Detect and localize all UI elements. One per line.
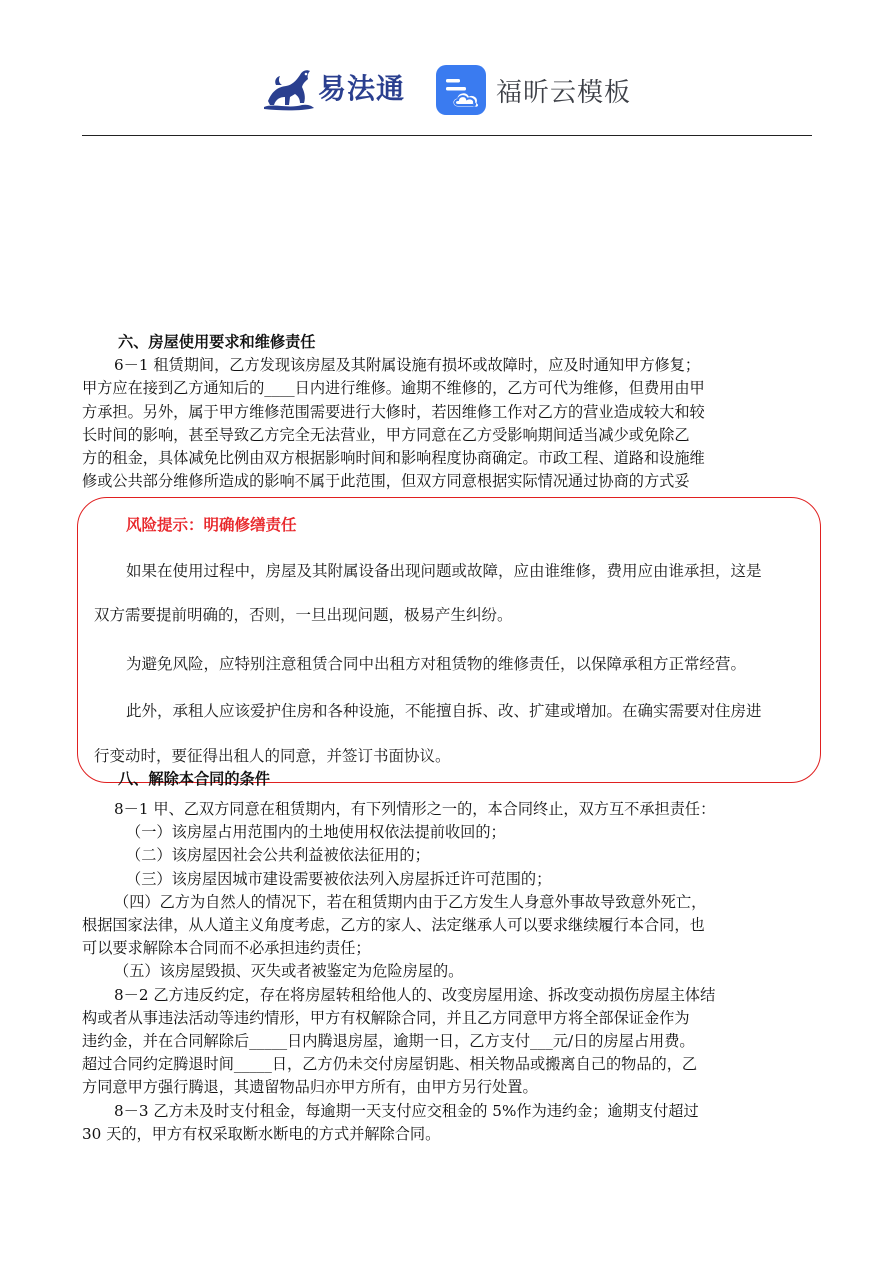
header-divider <box>82 135 812 136</box>
risk-tip-line: 此外，承租人应该爱护住房和各种设施，不能擅自拆、改、扩建或增加。在确实需要对住房进 <box>126 702 762 720</box>
section8-heading-partial <box>82 770 282 790</box>
section6-line: 修或公共部分维修所造成的影响不属于此范围，但双方同意根据实际情况通过协商的方式妥 <box>82 472 690 491</box>
section8-line: （二）该房屋因社会公共利益被依法征用的； <box>126 846 430 865</box>
fuxin-logo <box>436 65 631 115</box>
document-header <box>0 55 893 125</box>
section8-line: 8－2 乙方违反约定，存在将房屋转租给他人的、改变房屋用途、拆改变动损伤房屋主体结 <box>114 985 716 1004</box>
section8-heading: 八、解除本合同的条件 <box>118 770 270 788</box>
risk-tip-line: 为避免风险，应特别注意租赁合同中出租方对租赁物的维修责任，以保障承租方正常经营。 <box>126 655 747 673</box>
section8 <box>82 798 822 1146</box>
section8-line: 8－3 乙方未及时支付租金，每逾期一天支付应交租金的 5%作为违约金；逾期支付超过 <box>114 1101 699 1120</box>
section6-line: 6－1 租赁期间，乙方发现该房屋及其附属设施有损坏或故障时，应及时通知甲方修复； <box>114 356 701 375</box>
section8-line: （三）该房屋因城市建设需要被依法列入房屋拆迁许可范围的； <box>126 869 552 888</box>
logo2-name: 福昕云模板 <box>496 77 632 108</box>
section8-line: 30 天的，甲方有权采取断水断电的方式并解除合同。 <box>82 1124 441 1143</box>
risk-tip-box <box>77 497 821 783</box>
section8-line: 可以要求解除本合同而不必承担违约责任； <box>82 939 371 958</box>
qilin-emblem-icon <box>262 61 316 113</box>
section6-line: 方承担。另外，属于甲方维修范围需要进行大修时，若因维修工作对乙方的营业造成较大和较 <box>82 402 705 421</box>
section6-line: 甲方应在接到乙方通知后的____日内进行维修。逾期不维修的，乙方可代为维修，但费用由甲 <box>82 379 705 398</box>
section6-line: 方的租金，具体减免比例由双方根据影响时间和影响程度协商确定。市政工程、道路和设施维 <box>82 449 705 468</box>
section6-heading: 六、房屋使用要求和维修责任 <box>118 333 316 351</box>
section8-line: 根据国家法律，从人道主义角度考虑，乙方的家人、法定继承人可以要求继续履行本合同，也 <box>82 916 705 935</box>
section6 <box>82 331 822 493</box>
section8-line: 违约金，并在合同解除后_____日内腾退房屋，逾期一日，乙方支付___元/日的房屋占用费。 <box>82 1032 695 1051</box>
section6-line: 长时间的影响，甚至导致乙方完全无法营业，甲方同意在乙方受影响期间适当减少或免除乙 <box>82 425 690 444</box>
section8-line: （五）该房屋毁损、灭失或者被鉴定为危险房屋的。 <box>114 962 464 981</box>
section8-line: 方同意甲方强行腾退，其遗留物品归亦甲方所有，由甲方另行处置。 <box>82 1078 538 1097</box>
risk-tip-line: 如果在使用过程中，房屋及其附属设备出现问题或故障，应由谁维修，费用应由谁承担，这是 <box>126 562 762 580</box>
cloud-document-icon <box>436 65 486 115</box>
logo1-name: 易法通 <box>318 72 406 105</box>
risk-tip-title: 风险提示：明确修缮责任 <box>126 516 297 534</box>
risk-tip-line: 行变动时，要征得出租人的同意，并签订书面协议。 <box>94 747 451 765</box>
yifatong-logo <box>262 61 405 113</box>
risk-tip-line: 双方需要提前明确的，否则，一旦出现问题，极易产生纠纷。 <box>94 606 513 624</box>
section8-line: 8－1 甲、乙双方同意在租赁期内，有下列情形之一的，本合同终止，双方互不承担责任： <box>114 800 716 818</box>
section8-line: 超过合同约定腾退时间_____日，乙方仍未交付房屋钥匙、相关物品或搬离自己的物品的，乙 <box>82 1055 698 1074</box>
section8-line: （四）乙方为自然人的情况下，若在租赁期内由于乙方发生人身意外事故导致意外死亡， <box>114 892 707 911</box>
section8-line: 构或者从事违法活动等违约情形，甲方有权解除合同，并且乙方同意甲方将全部保证金作为 <box>82 1008 690 1027</box>
section8-line: （一）该房屋占用范围内的土地使用权依法提前收回的； <box>126 823 506 842</box>
